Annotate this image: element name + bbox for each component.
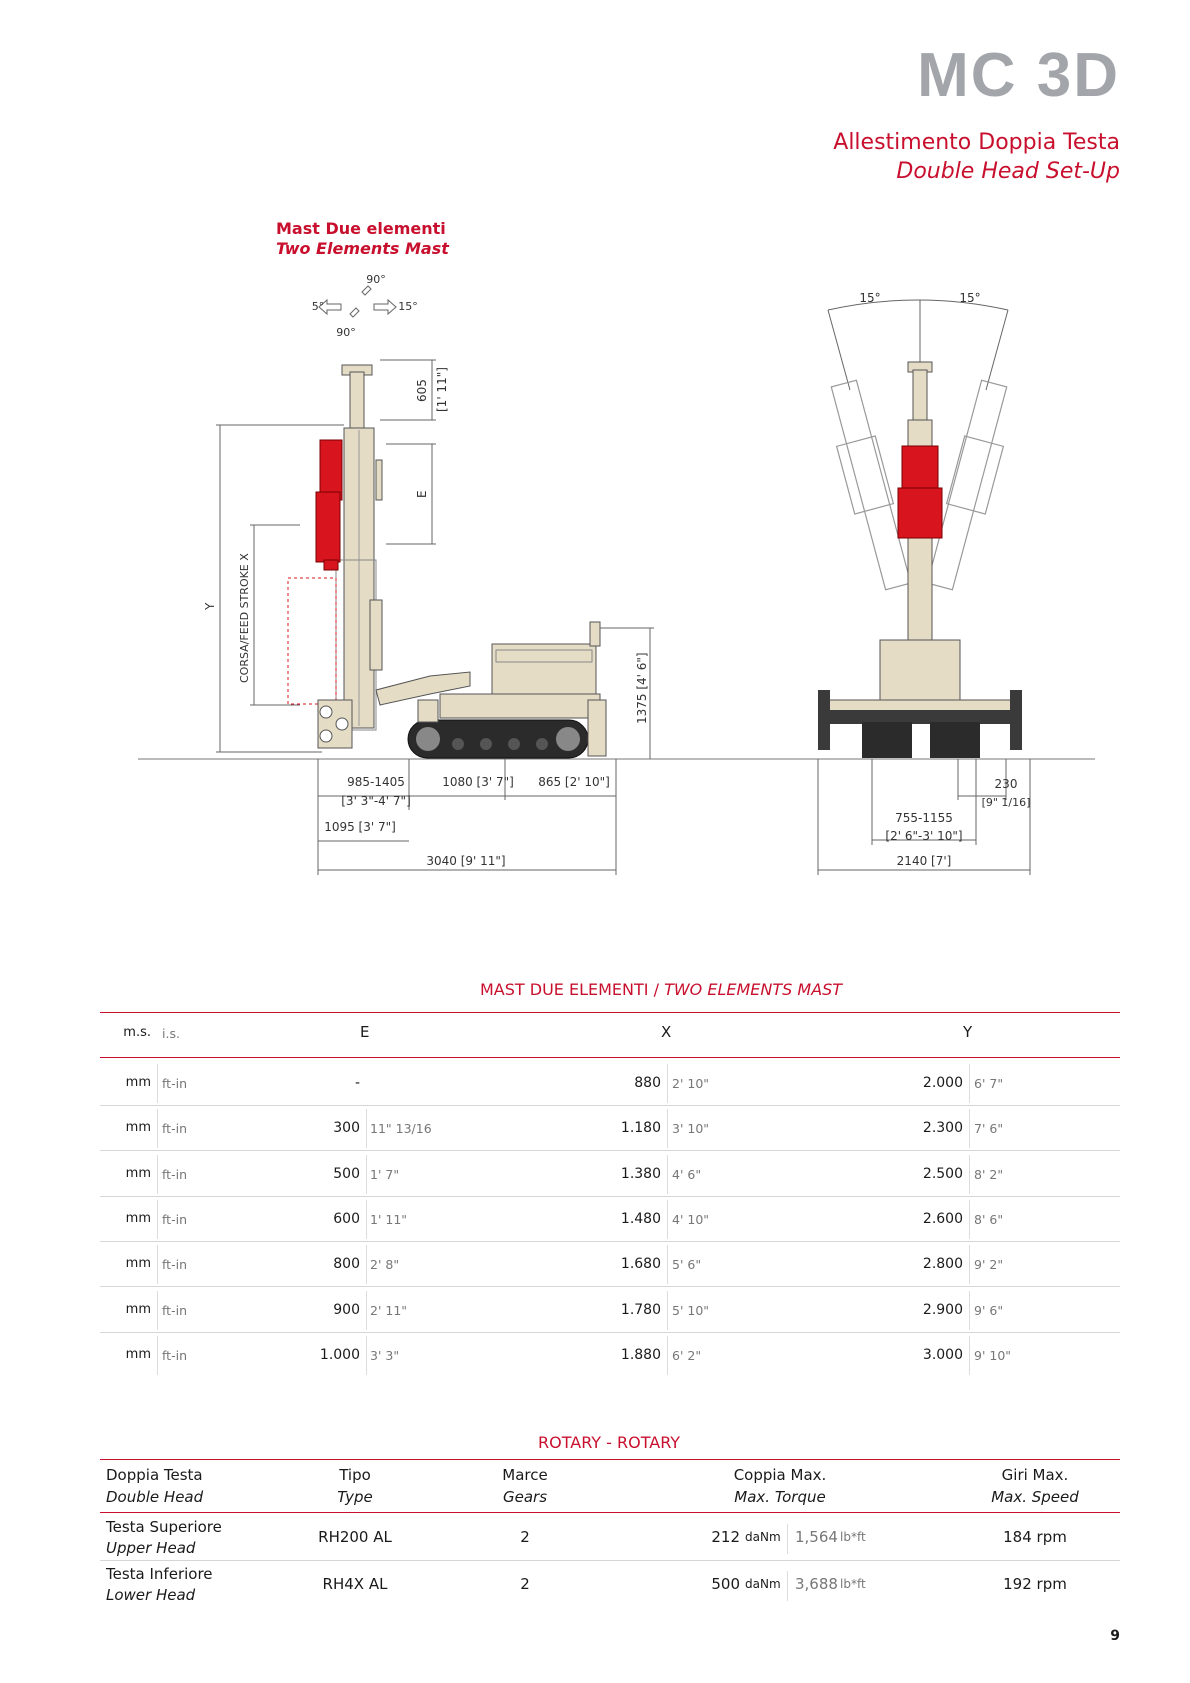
mast-label-en: Two Elements Mast xyxy=(276,239,449,258)
row-unit-is: ft-in xyxy=(162,1212,187,1227)
row-unit-is: ft-in xyxy=(162,1076,187,1091)
dim-stroke: CORSA/FEED STROKE X xyxy=(238,553,251,683)
rotary-header-speed-en: Max. Speed xyxy=(991,1488,1079,1506)
dim-e: E xyxy=(415,490,429,498)
row-unit-is: ft-in xyxy=(162,1121,187,1136)
row-e-mm: 300 xyxy=(333,1120,360,1136)
row-separator xyxy=(366,1291,367,1330)
upper-head xyxy=(320,440,342,500)
row-e-ft: 11" 13/16 xyxy=(370,1121,432,1136)
rotary-row-torque-imp-unit: lb*ft xyxy=(840,1530,866,1544)
rotary-row-speed: 184 rpm xyxy=(1003,1528,1067,1546)
angle-right: 15° xyxy=(398,300,418,313)
dim-1375: 1375 [4' 6"] xyxy=(635,652,649,724)
rotary-row-torque-imp: 1,564 xyxy=(795,1528,838,1546)
dim-y: Y xyxy=(203,602,217,610)
angle-arrows-icon xyxy=(319,286,396,317)
rotary-table-top-rule xyxy=(100,1459,1120,1460)
row-separator xyxy=(667,1200,668,1239)
front-dim-755: 755-1155 xyxy=(895,811,953,825)
row-y-mm: 2.300 xyxy=(922,1120,963,1136)
row-separator xyxy=(366,1245,367,1284)
row-x-mm: 880 xyxy=(634,1075,661,1091)
dim-865: 865 [2' 10"] xyxy=(538,775,610,789)
angle-left: 5° xyxy=(311,300,325,313)
front-lower-head xyxy=(898,488,942,538)
row-e-ft: 1' 11" xyxy=(370,1212,408,1227)
row-separator xyxy=(969,1155,970,1194)
row-unit-ms: mm xyxy=(125,1256,151,1271)
lower-head xyxy=(316,492,340,562)
row-y-ft: 7' 6" xyxy=(974,1121,1004,1136)
rotary-row-torque-imp-unit: lb*ft xyxy=(840,1577,866,1591)
header-y: Y xyxy=(963,1023,973,1041)
row-separator xyxy=(667,1291,668,1330)
row-divider xyxy=(100,1105,1120,1106)
header-e: E xyxy=(360,1023,370,1041)
rotary-row-torque-si: 212 xyxy=(711,1528,740,1546)
header-ms: m.s. xyxy=(123,1025,151,1040)
row-separator xyxy=(667,1336,668,1375)
rotary-header-gears-it: Marce xyxy=(502,1466,548,1484)
row-y-ft: 8' 2" xyxy=(974,1167,1004,1182)
rotary-separator xyxy=(787,1571,788,1601)
row-e-mm: 1.000 xyxy=(319,1347,360,1363)
mast-table-header-rule xyxy=(100,1057,1120,1058)
row-separator xyxy=(157,1064,158,1103)
row-separator xyxy=(969,1291,970,1330)
angle-top: 90° xyxy=(366,273,386,286)
model-title: MC 3D xyxy=(917,41,1120,110)
rotary-header-torque-en: Max. Torque xyxy=(734,1488,826,1506)
row-divider xyxy=(100,1241,1120,1242)
rotary-row-gears: 2 xyxy=(520,1528,530,1546)
front-upper-head xyxy=(902,446,938,490)
dim-3040: 3040 [9' 11"] xyxy=(426,854,506,868)
front-dim-230: 230 xyxy=(994,777,1018,791)
front-dim-755-ft: [2' 6"-3' 10"] xyxy=(885,829,963,843)
row-x-mm: 1.780 xyxy=(620,1302,661,1318)
row-e-ft: 3' 3" xyxy=(370,1348,400,1363)
row-y-mm: 2.000 xyxy=(922,1075,963,1091)
dim-605: 605 xyxy=(415,379,429,402)
mast-table-title-en: TWO ELEMENTS MAST xyxy=(664,980,843,999)
row-y-mm: 2.900 xyxy=(922,1302,963,1318)
row-e-mm: 600 xyxy=(333,1211,360,1227)
row-unit-ms: mm xyxy=(125,1302,151,1317)
row-separator xyxy=(667,1109,668,1148)
dim-1095: 1095 [3' 7"] xyxy=(324,820,396,834)
row-divider xyxy=(100,1150,1120,1151)
dim-605-ft: [1' 11"] xyxy=(435,367,449,412)
row-x-ft: 5' 10" xyxy=(672,1303,710,1318)
rotary-header-head-en: Double Head xyxy=(106,1488,204,1506)
row-x-mm: 1.680 xyxy=(620,1256,661,1272)
rotary-header-head-it: Doppia Testa xyxy=(106,1466,203,1484)
row-x-mm: 1.480 xyxy=(620,1211,661,1227)
row-x-mm: 1.880 xyxy=(620,1347,661,1363)
angle-bottom: 90° xyxy=(336,326,356,339)
rotary-row-torque-si-unit: daNm xyxy=(745,1530,781,1544)
row-y-ft: 6' 7" xyxy=(974,1076,1004,1091)
front-dim-2140: 2140 [7'] xyxy=(896,854,952,868)
row-divider xyxy=(100,1286,1120,1287)
rotary-row-gears: 2 xyxy=(520,1575,530,1593)
dim-1080: 1080 [3' 7"] xyxy=(442,775,514,789)
row-e-ft: 2' 8" xyxy=(370,1257,400,1272)
rotary-header-type-it: Tipo xyxy=(339,1466,371,1484)
row-separator xyxy=(157,1245,158,1284)
dim-985: 985-1405 xyxy=(347,775,405,789)
front-view xyxy=(818,291,1030,875)
row-x-ft: 2' 10" xyxy=(672,1076,710,1091)
mast-label-it: Mast Due elementi xyxy=(276,219,446,238)
row-separator xyxy=(969,1109,970,1148)
row-separator xyxy=(366,1336,367,1375)
page-number: 9 xyxy=(1110,1628,1120,1644)
row-separator xyxy=(969,1245,970,1284)
row-y-mm: 2.500 xyxy=(922,1166,963,1182)
rotary-header-torque-it: Coppia Max. xyxy=(733,1466,827,1484)
row-unit-is: ft-in xyxy=(162,1303,187,1318)
row-y-ft: 8' 6" xyxy=(974,1212,1004,1227)
row-x-ft: 6' 2" xyxy=(672,1348,702,1363)
row-unit-ms: mm xyxy=(125,1166,151,1181)
rotary-row-speed: 192 rpm xyxy=(1003,1575,1067,1593)
rotary-row-name-en: Lower Head xyxy=(106,1586,196,1604)
rotary-header-gears-en: Gears xyxy=(502,1488,548,1506)
header-is: i.s. xyxy=(162,1026,180,1041)
row-y-ft: 9' 2" xyxy=(974,1257,1004,1272)
setup-title-en: Double Head Set-Up xyxy=(896,159,1120,184)
rotary-header-type-en: Type xyxy=(337,1488,373,1506)
row-unit-is: ft-in xyxy=(162,1257,187,1272)
rotary-row-name-it: Testa Superiore xyxy=(106,1518,222,1536)
row-separator xyxy=(366,1109,367,1148)
header-x: X xyxy=(661,1023,672,1041)
row-separator xyxy=(157,1200,158,1239)
mast-table-title-it: MAST DUE ELEMENTI / xyxy=(480,980,659,999)
row-separator xyxy=(157,1109,158,1148)
mast-table-title xyxy=(480,980,842,999)
rotary-row-name-en: Upper Head xyxy=(106,1539,196,1557)
row-unit-ms: mm xyxy=(125,1211,151,1226)
front-dim-230-ft: [9" 1/16] xyxy=(981,796,1031,809)
front-angle-right: 15° xyxy=(959,291,981,305)
row-y-ft: 9' 6" xyxy=(974,1303,1004,1318)
dim-985-ft: [3' 3"-4' 7"] xyxy=(341,794,411,808)
rotary-row-type: RH4X AL xyxy=(322,1575,388,1593)
row-x-ft: 5' 6" xyxy=(672,1257,702,1272)
row-x-ft: 4' 6" xyxy=(672,1167,702,1182)
row-x-mm: 1.180 xyxy=(620,1120,661,1136)
row-separator xyxy=(157,1336,158,1375)
setup-title-it: Allestimento Doppia Testa xyxy=(833,130,1120,155)
row-separator xyxy=(667,1245,668,1284)
row-separator xyxy=(969,1200,970,1239)
row-separator xyxy=(366,1200,367,1239)
row-e-mm: - xyxy=(354,1075,360,1091)
row-e-mm: 800 xyxy=(333,1256,360,1272)
row-x-ft: 3' 10" xyxy=(672,1121,710,1136)
row-unit-is: ft-in xyxy=(162,1167,187,1182)
row-separator xyxy=(157,1155,158,1194)
side-view xyxy=(203,273,654,875)
row-e-mm: 500 xyxy=(333,1166,360,1182)
row-divider xyxy=(100,1332,1120,1333)
row-x-ft: 4' 10" xyxy=(672,1212,710,1227)
row-y-mm: 3.000 xyxy=(922,1347,963,1363)
rotary-table-title: ROTARY - ROTARY xyxy=(538,1433,681,1452)
row-separator xyxy=(969,1064,970,1103)
row-unit-ms: mm xyxy=(125,1347,151,1362)
row-separator xyxy=(667,1064,668,1103)
row-y-mm: 2.600 xyxy=(922,1211,963,1227)
row-divider xyxy=(100,1196,1120,1197)
row-separator xyxy=(366,1155,367,1194)
row-unit-is: ft-in xyxy=(162,1348,187,1363)
rotary-row-torque-si-unit: daNm xyxy=(745,1577,781,1591)
rotary-table-header-rule xyxy=(100,1512,1120,1513)
mast-table-top-rule xyxy=(100,1012,1120,1013)
row-e-ft: 1' 7" xyxy=(370,1167,400,1182)
rotary-row-divider xyxy=(100,1560,1120,1561)
rotary-row-torque-imp: 3,688 xyxy=(795,1575,838,1593)
row-e-ft: 2' 11" xyxy=(370,1303,408,1318)
row-separator xyxy=(667,1155,668,1194)
rotary-header-speed-it: Giri Max. xyxy=(1001,1466,1069,1484)
row-unit-ms: mm xyxy=(125,1120,151,1135)
row-separator xyxy=(969,1336,970,1375)
rotary-separator xyxy=(787,1524,788,1554)
row-y-mm: 2.800 xyxy=(922,1256,963,1272)
rotary-row-type: RH200 AL xyxy=(318,1528,392,1546)
rotary-row-name-it: Testa Inferiore xyxy=(106,1565,213,1583)
row-unit-ms: mm xyxy=(125,1075,151,1090)
row-e-mm: 900 xyxy=(333,1302,360,1318)
rotary-row-torque-si: 500 xyxy=(711,1575,740,1593)
row-y-ft: 9' 10" xyxy=(974,1348,1012,1363)
front-angle-left: 15° xyxy=(859,291,881,305)
row-separator xyxy=(157,1291,158,1330)
row-x-mm: 1.380 xyxy=(620,1166,661,1182)
